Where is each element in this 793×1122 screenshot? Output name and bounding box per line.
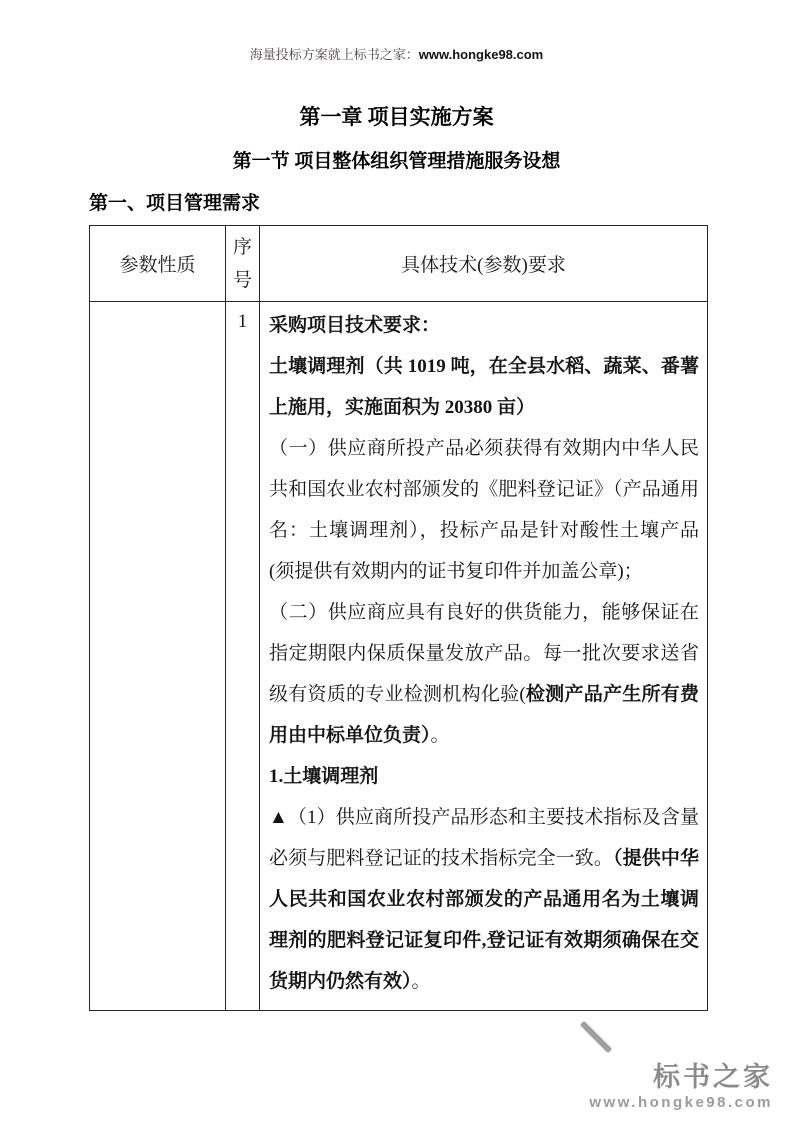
requirement-paragraph: 土壤调理剂（共 1019 吨，在全县水稻、蔬菜、番薯上施用，实施面积为 20380 亩） — [269, 356, 699, 418]
requirement-paragraph: （二）供应商应具有良好的供货能力，能够保证在指定期限内保质保量发放产品。每一批次要求送省级有资质的专业检测机构化验(检测产品产生所有费用由中标单位负责）。 — [269, 602, 699, 746]
cell-param-nature — [90, 302, 226, 1011]
requirement-paragraph: （一）供应商所投产品必须获得有效期内中华人民共和国农业农村部颁发的《肥料登记证》（产品通用名：土壤调理剂），投标产品是针对酸性土壤产品(须提供有效期内的证书复印件并加盖公章)； — [269, 438, 699, 582]
column-header-requirements: 具体技术(参数)要求 — [260, 226, 708, 302]
column-header-param-nature: 参数性质 — [90, 226, 226, 302]
sub-heading: 第一、项目管理需求 — [89, 193, 261, 214]
watermark-pen-stroke-icon — [580, 1021, 613, 1054]
requirement-paragraph: 采购项目技术要求： — [269, 315, 441, 336]
requirements-table — [89, 225, 708, 1011]
requirement-paragraph: 1.土壤调理剂 — [269, 766, 379, 787]
seq-no-char-2: 号 — [232, 269, 252, 291]
header-promo-line — [0, 46, 793, 64]
section-title: 第一节 项目整体组织管理措施服务设想 — [232, 151, 561, 172]
watermark-brand: 标书之家 — [653, 1062, 773, 1092]
cell-requirements — [260, 302, 708, 1011]
table-header-row — [90, 226, 708, 302]
watermark — [0, 1062, 783, 1112]
header-promo-url: www.hongke98.com — [418, 47, 544, 62]
header-promo-text: 海量投标方案就上标书之家： — [249, 47, 419, 62]
seq-no-char-1: 序 — [232, 236, 252, 258]
table-body-row — [90, 302, 708, 1011]
watermark-url: www.hongke98.com — [589, 1094, 773, 1111]
requirements-text-block — [269, 305, 699, 1002]
column-header-seq-no — [226, 226, 260, 302]
requirement-paragraph: ▲（1）供应商所投产品形态和主要技术指标及含量必须与肥料登记证的技术指标完全一致。（提供中华人民共和国农业农村部颁发的产品通用名为土壤调理剂的肥料登记证复印件,登记证有效期须确保在交货期内仍然有效）。 — [269, 807, 699, 992]
chapter-title: 第一章 项目实施方案 — [299, 105, 494, 129]
cell-seq-no: 1 — [226, 302, 260, 1011]
